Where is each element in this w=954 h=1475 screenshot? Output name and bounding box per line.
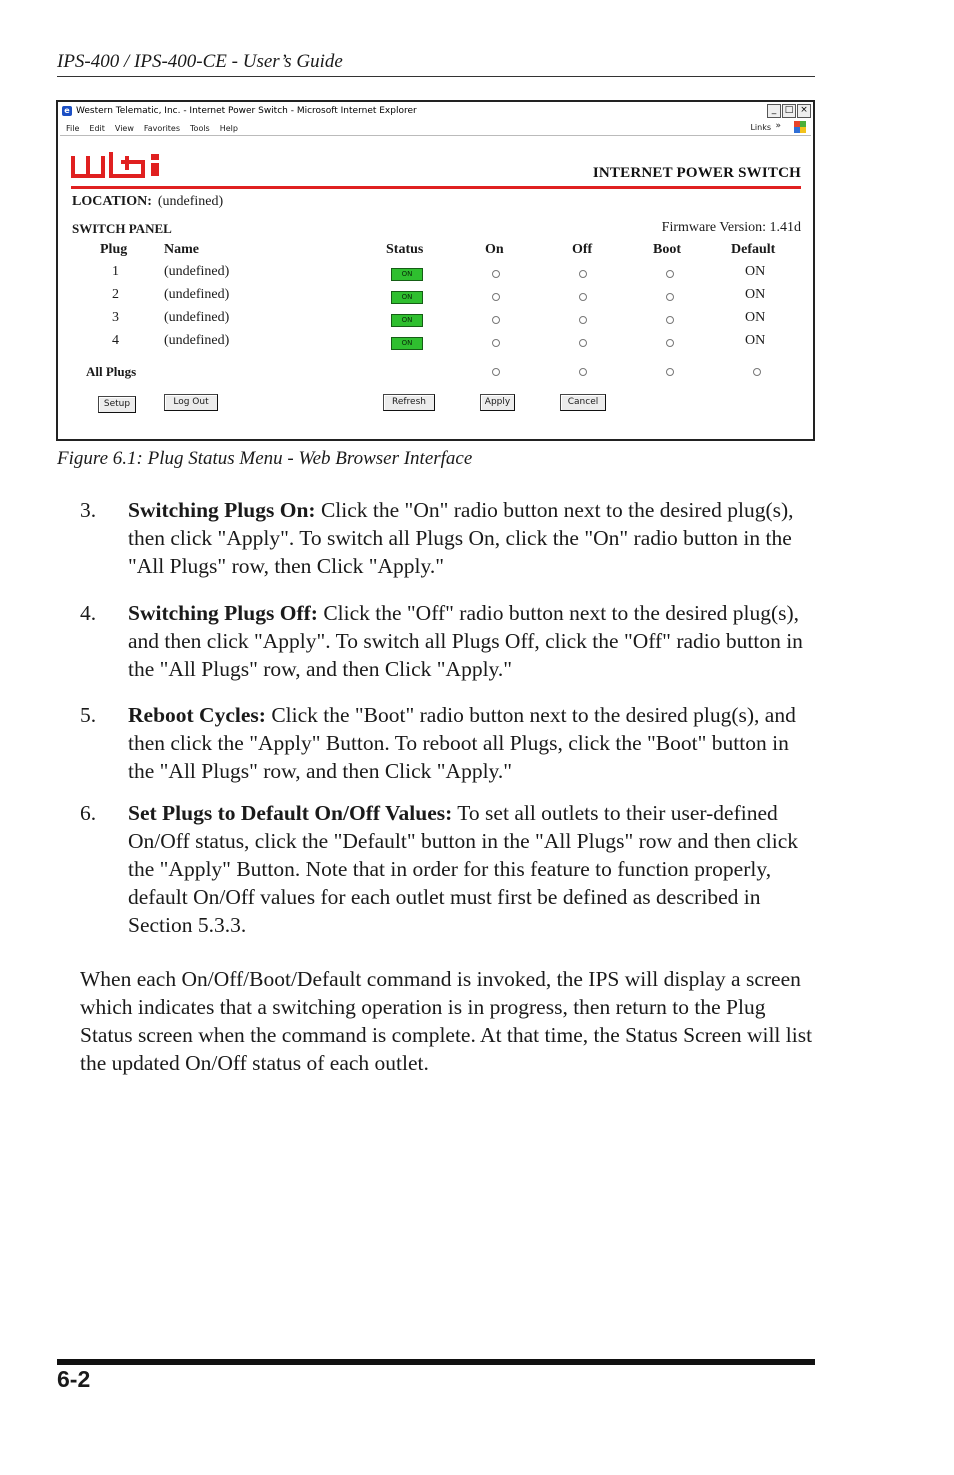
window-controls	[767, 104, 811, 118]
status-on-indicator: ON	[391, 337, 423, 350]
menu-file[interactable]: File	[66, 123, 80, 133]
plug-number: 1	[112, 264, 119, 279]
col-on: On	[485, 242, 504, 257]
plug-number: 3	[112, 310, 119, 325]
default-value: ON	[745, 264, 766, 279]
item-text: Click the "Off" radio button next to the desired plug(s), and then click "Apply". To switch all Plugs Off, click the "Off" radio button in the "All Plugs" row, and then Click "Apply."	[128, 601, 803, 681]
off-radio[interactable]	[579, 270, 587, 278]
firmware-version: Firmware Version: 1.41d	[661, 220, 801, 235]
chevron-icon[interactable]: »	[775, 121, 781, 131]
window-titlebar	[60, 104, 811, 118]
off-radio[interactable]	[579, 293, 587, 301]
menu-favorites[interactable]: Favorites	[143, 123, 181, 133]
default-value: ON	[745, 333, 766, 348]
plug-number: 4	[112, 333, 119, 348]
default-value: ON	[745, 287, 766, 302]
item-text: Click the "Boot" radio button next to the desired plug(s), and then click the "Apply" Button. To reboot all Plugs, click the "Boot" button in the "All Plugs" row, and then Click "Apply."	[128, 703, 796, 783]
menu-tools[interactable]: Tools	[190, 123, 210, 133]
menu-help[interactable]: Help	[219, 123, 238, 133]
item-text: Click the "On" radio button next to the desired plug(s), then click "Apply". To switch all Plugs On, click the "On" radio button in the "All Plugs" row, then Click "Apply."	[128, 498, 794, 578]
status-on-indicator: ON	[391, 268, 423, 281]
all-on-radio[interactable]	[492, 368, 500, 376]
item-number: 4.	[80, 601, 97, 625]
plug-name: (undefined)	[164, 287, 230, 302]
all-default-radio[interactable]	[753, 368, 761, 376]
switch-panel-title: SWITCH PANEL	[72, 221, 172, 236]
all-plugs-label: All Plugs	[86, 364, 137, 379]
refresh-button[interactable]: Refresh	[383, 394, 435, 411]
location-label: LOCATION:	[72, 194, 152, 209]
apply-button[interactable]: Apply	[480, 394, 515, 411]
col-default: Default	[731, 242, 776, 257]
wti-logo-icon	[71, 150, 183, 184]
off-radio[interactable]	[579, 316, 587, 324]
maximize-icon[interactable]: □	[782, 104, 796, 118]
plug-name: (undefined)	[164, 264, 230, 279]
all-off-radio[interactable]	[579, 368, 587, 376]
item-heading: Set Plugs to Default On/Off Values:	[128, 801, 453, 825]
page-content	[58, 138, 813, 439]
boot-radio[interactable]	[666, 270, 674, 278]
location-line	[72, 194, 223, 210]
item-heading: Reboot Cycles:	[128, 703, 266, 727]
col-status: Status	[386, 242, 424, 257]
plug-number: 2	[112, 287, 119, 302]
item-number: 6.	[80, 801, 97, 825]
item-text: To set all outlets to their user-defined On/Off status, click the "Default" button in the "All Plugs" row and then click the "Apply" Button. Note that in order for this feature to function properly, default On/Off values for each outlet must first be defined as described in Section 5.3.3.	[128, 801, 799, 937]
boot-radio[interactable]	[666, 293, 674, 301]
on-radio[interactable]	[492, 270, 500, 278]
default-value: ON	[745, 310, 766, 325]
figure-caption: Figure 6.1: Plug Status Menu - Web Browser Interface	[57, 448, 473, 469]
on-radio[interactable]	[492, 339, 500, 347]
all-boot-radio[interactable]	[666, 368, 674, 376]
logo-underline	[71, 186, 801, 189]
product-title: INTERNET POWER SWITCH	[592, 165, 801, 181]
setup-button[interactable]: Setup	[98, 396, 136, 413]
page-number: 6-2	[57, 1366, 91, 1392]
item-number: 5.	[80, 703, 97, 727]
boot-radio[interactable]	[666, 339, 674, 347]
close-icon[interactable]: ×	[797, 104, 811, 118]
menu-bar	[60, 121, 811, 136]
col-off: Off	[572, 242, 593, 257]
boot-radio[interactable]	[666, 316, 674, 324]
item-heading: Switching Plugs On:	[128, 498, 316, 522]
location-value: (undefined)	[157, 194, 224, 209]
status-on-indicator: ON	[391, 314, 423, 327]
logout-button[interactable]: Log Out	[164, 394, 218, 411]
menu-view[interactable]: View	[114, 123, 134, 133]
body-paragraph: When each On/Off/Boot/Default command is invoked, the IPS will display a screen which indicates that a switching operation is in progress, then return to the Plug Status screen when the command is complete. At that time, the Status Screen will list the updated On/Off status of each outlet.	[80, 967, 813, 1075]
plug-name: (undefined)	[164, 310, 230, 325]
menu-edit[interactable]: Edit	[89, 123, 105, 133]
col-name: Name	[164, 242, 199, 257]
on-radio[interactable]	[492, 316, 500, 324]
cancel-button[interactable]: Cancel	[560, 394, 606, 411]
internet-explorer-icon: e	[62, 106, 72, 116]
running-header: IPS-400 / IPS-400-CE - User’s Guide	[57, 51, 343, 72]
footer-rule	[57, 1359, 815, 1365]
window-title: Western Telematic, Inc. - Internet Power Switch - Microsoft Internet Explorer	[76, 106, 417, 116]
windows-flag-icon	[793, 120, 807, 134]
col-plug: Plug	[100, 242, 128, 257]
status-on-indicator: ON	[391, 291, 423, 304]
item-heading: Switching Plugs Off:	[128, 601, 318, 625]
header-rule	[57, 76, 815, 77]
on-radio[interactable]	[492, 293, 500, 301]
col-boot: Boot	[653, 242, 681, 257]
plug-name: (undefined)	[164, 333, 230, 348]
browser-screenshot	[56, 100, 815, 441]
minimize-icon[interactable]: _	[767, 104, 781, 118]
item-number: 3.	[80, 498, 97, 522]
links-label[interactable]: Links	[750, 123, 771, 132]
off-radio[interactable]	[579, 339, 587, 347]
